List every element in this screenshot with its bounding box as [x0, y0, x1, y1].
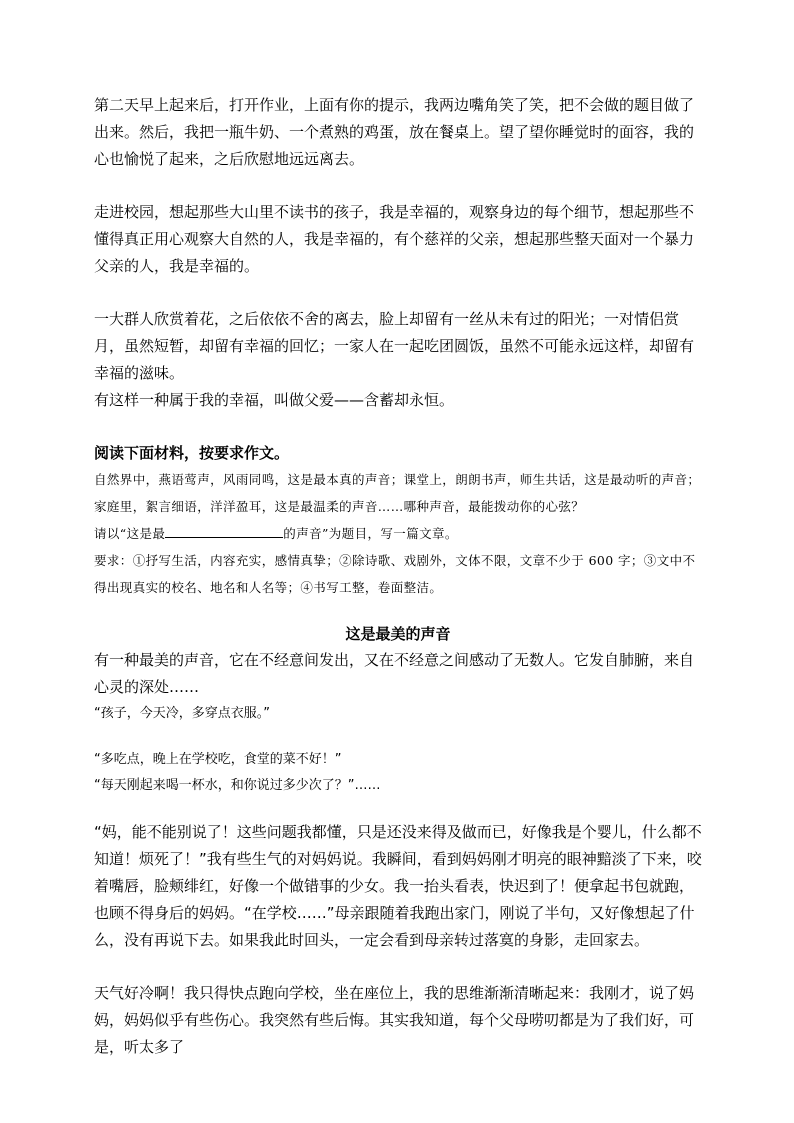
essay-paragraph-1: 有一种最美的声音，它在不经意间发出，又在不经意之间感动了无数人。它发自肺腑，来自心灵的深处……: [94, 651, 695, 696]
story-paragraph-4: 有这样一种属于我的幸福，叫做父爱——含蓄却永恒。: [94, 391, 455, 409]
essay-paragraph-2: “妈，能不能别说了！这些问题我都懂，只是还没来得及做而已，好像我是个婴儿，什么都不知道！烦死了！”我有些生气的对妈妈说。我瞬间，看到妈妈刚才明亮的眼神黯淡了下来，咬着嘴唇，脸颊绯红，好像一个做错事的少女。我一抬头看表，快迟到了！便拿起书包就跑，也顾不得身后的妈妈。“在学校……”母亲跟随着我跑出家门，刚说了半句，又好像想起了什么，没有再说下去。如果我此时回头，一定会看到母亲转过落寞的身影，走回家去。: [94, 823, 702, 949]
task-material: 自然界中，燕语莺声，风雨同鸣，这是最本真的声音；课堂上，朗朗书声，师生共话，这是最动听的声音；家庭里，絮言细语，洋洋盈耳，这是最温柔的声音……哪种声音，最能拨动你的心弦？: [94, 472, 701, 514]
task-requirements: 要求：①抒写生活，内容充实，感情真挚；②除诗歌、戏剧外，文体不限，文章不少于 600 字；③文中不得出现真实的校名、地名和人名等；④书写工整，卷面整洁。: [94, 553, 696, 595]
essay-quote-2: “多吃点，晚上在学校吃，食堂的菜不好！”: [94, 752, 342, 767]
task-prompt-after: 的声音”为题目，写一篇文章。: [283, 526, 458, 541]
task-prompt: [94, 520, 702, 547]
document-page: [94, 92, 702, 1061]
task-prompt-before: 请以“这是最: [94, 526, 166, 541]
task-heading: 阅读下面材料，按要求作文。: [94, 444, 290, 462]
essay-title: 这是最美的声音: [345, 625, 451, 643]
essay-quote-3: “每天刚起来喝一杯水，和你说过多少次了？”……: [94, 778, 381, 793]
essay-quote-1: “孩子，今天冷，多穿点衣服。”: [94, 706, 270, 721]
essay-paragraph-3: 天气好冷啊！我只得快点跑向学校，坐在座位上，我的思维渐渐清晰起来：我刚才，说了妈妈，妈妈似乎有些伤心。我突然有些后悔。其实我知道，每个父母唠叨都是为了我们好，可是，听太多了: [94, 984, 695, 1056]
story-paragraph-3: 一大群人欣赏着花，之后依依不舍的离去，脸上却留有一丝从未有过的阳光；一对情侣赏月，虽然短暂，却留有幸福的回忆；一家人在一起吃团圆饭，虽然不可能永远这样，却留有幸福的滋味。: [94, 310, 695, 382]
story-paragraph-2: 走进校园，想起那些大山里不读书的孩子，我是幸福的，观察身边的每个细节，想起那些不懂得真正用心观察大自然的人，我是幸福的，有个慈祥的父亲，想起那些整天面对一个暴力父亲的人，我是幸福的。: [94, 203, 695, 275]
title-blank: [165, 523, 283, 538]
story-paragraph-1: 第二天早上起来后，打开作业，上面有你的提示，我两边嘴角笑了笑，把不会做的题目做了出来。然后，我把一瓶牛奶、一个煮熟的鸡蛋，放在餐桌上。望了望你睡觉时的面容，我的心也愉悦了起来，之后欣慰地远远离去。: [94, 96, 695, 168]
